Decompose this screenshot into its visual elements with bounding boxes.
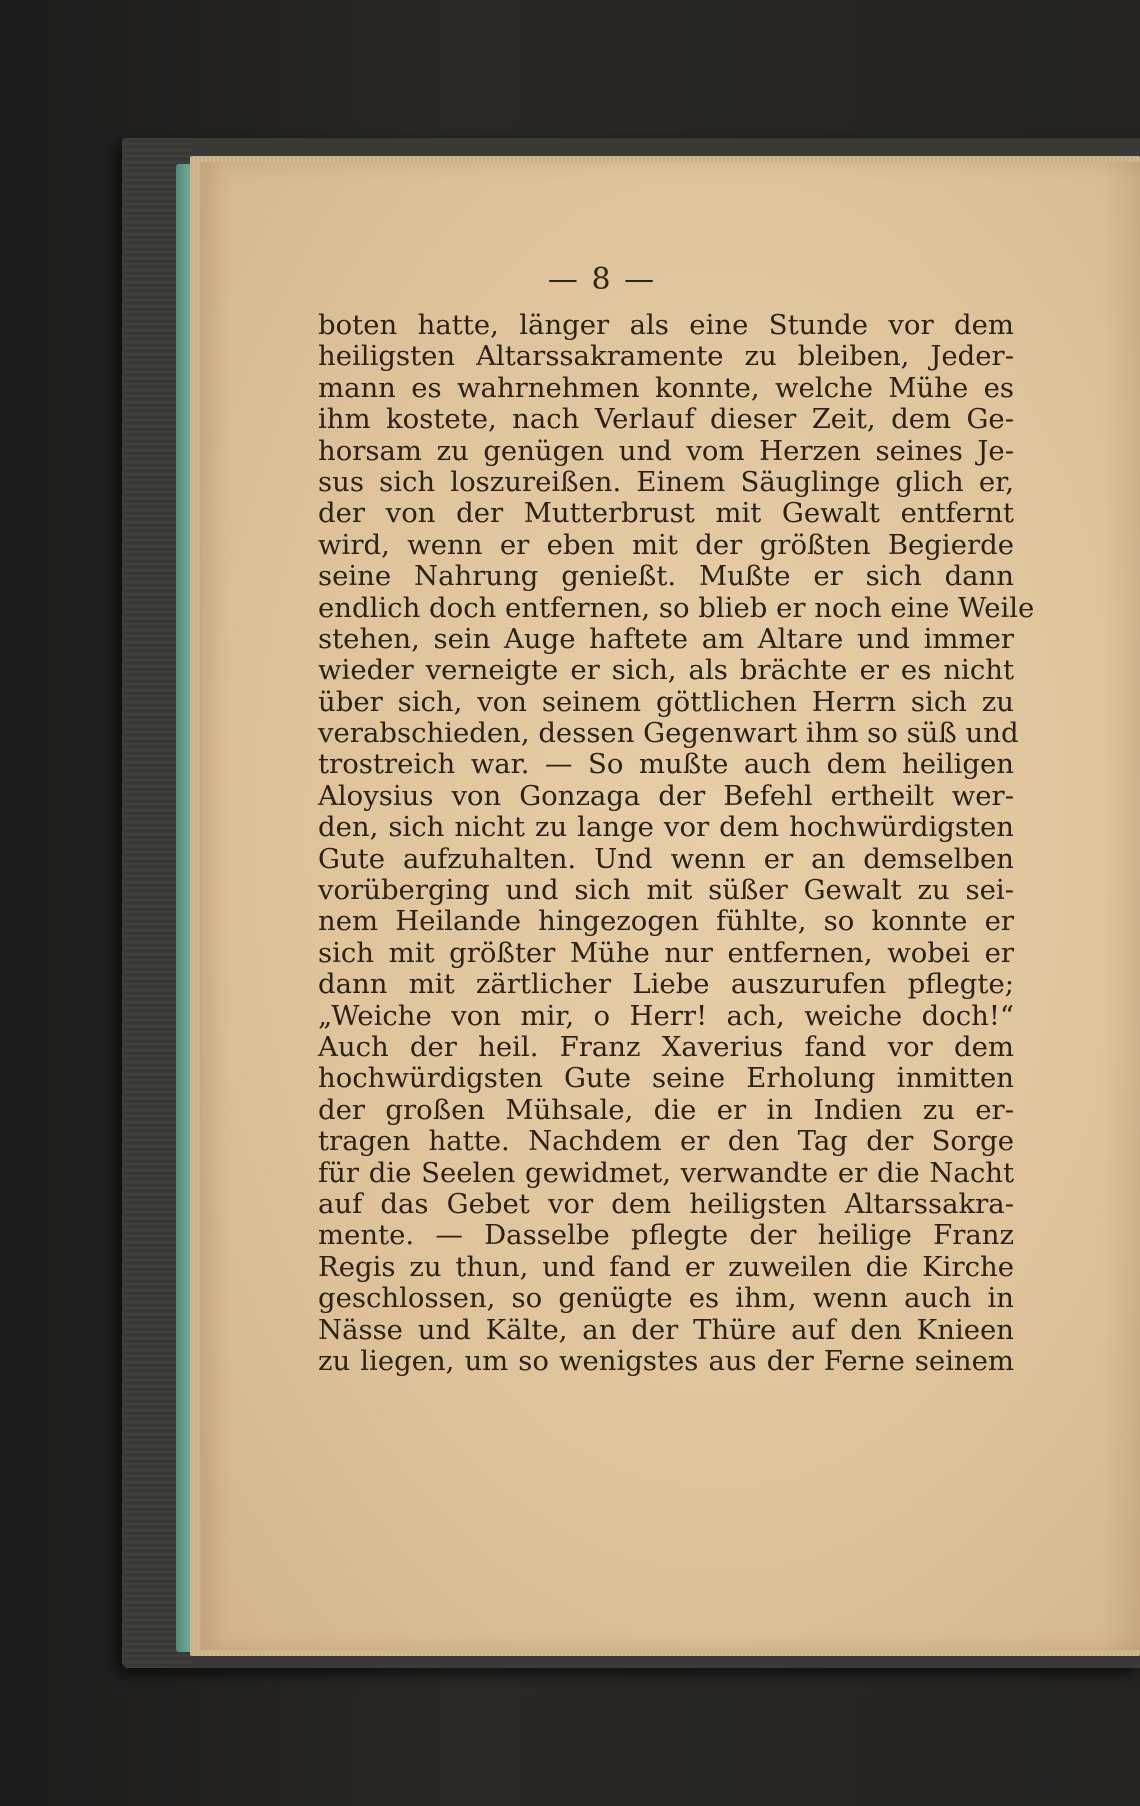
text-line: mente. — Dasselbe pflegte der heilige Franz — [318, 1219, 1014, 1252]
page-number-header: — 8 — — [547, 262, 657, 297]
text-line: Nässe und Kälte, an der Thüre auf den Knieen — [318, 1313, 1014, 1346]
text-line: den, sich nicht zu lange vor dem hochwürdigsten — [318, 811, 1014, 844]
text-line: trostreich war. — So mußte auch dem heiligen — [318, 748, 1014, 781]
text-line: Aloysius von Gonzaga der Befehl ertheilt wer- — [318, 779, 1014, 812]
text-line: sus sich loszureißen. Einem Säuglinge glich er, — [318, 465, 1014, 498]
text-line: stehen, sein Auge haftete am Altare und immer — [318, 622, 1014, 655]
text-line: über sich, von seinem göttlichen Herrn sich zu — [318, 685, 1014, 718]
book-page — [200, 162, 1140, 1650]
text-line: Auch der heil. Franz Xaverius fand vor dem — [318, 1030, 1014, 1063]
text-line: zu liegen, um so wenigstes aus der Ferne seinem — [318, 1344, 1014, 1377]
text-line: der von der Mutterbrust mit Gewalt entfernt — [318, 497, 1014, 530]
text-line: seine Nahrung genießt. Mußte er sich dann — [318, 560, 1014, 593]
text-line: endlich doch entfernen, so blieb er noch eine Weile — [318, 591, 1035, 624]
text-line: tragen hatte. Nachdem er den Tag der Sorge — [318, 1125, 1014, 1158]
text-line: dann mit zärtlicher Liebe auszurufen pflegte; — [318, 968, 1014, 1001]
text-line: Gute aufzuhalten. Und wenn er an demselben — [318, 842, 1014, 875]
text-line: geschlossen, so genügte es ihm, wenn auch in — [318, 1282, 1014, 1315]
text-line: wird, wenn er eben mit der größten Begierde — [318, 528, 1014, 561]
text-line: heiligsten Altarssakramente zu bleiben, Jeder- — [318, 340, 1014, 373]
text-line: „Weiche von mir, o Herr! ach, weiche doch!“ — [318, 999, 1014, 1032]
text-line: hochwürdigsten Gute seine Erholung inmitten — [318, 1062, 1014, 1095]
text-line: verabschieden, dessen Gegenwart ihm so süß und — [318, 717, 1019, 750]
text-line: boten hatte, länger als eine Stunde vor dem — [318, 309, 1014, 341]
body-text — [318, 309, 1035, 1377]
text-line: sich mit größter Mühe nur entfernen, wobei er — [318, 936, 1014, 969]
text-line: wieder verneigte er sich, als brächte er es nicht — [318, 654, 1014, 687]
text-line: vorüberging und sich mit süßer Gewalt zu sei- — [318, 874, 1014, 907]
text-line: auf das Gebet vor dem heiligsten Altarssakra- — [318, 1187, 1014, 1220]
text-line: horsam zu genügen und vom Herzen seines Je- — [318, 434, 1014, 467]
text-line: nem Heilande hingezogen fühlte, so konnte er — [318, 905, 1014, 938]
text-line: Regis zu thun, und fand er zuweilen die Kirche — [318, 1250, 1014, 1283]
text-line: der großen Mühsale, die er in Indien zu er- — [318, 1093, 1014, 1126]
page-gutter-shadow — [1102, 162, 1140, 1650]
text-line: mann es wahrnehmen konnte, welche Mühe es — [318, 371, 1014, 404]
text-line: ihm kostete, nach Verlauf dieser Zeit, dem Ge- — [318, 403, 1014, 436]
text-line: für die Seelen gewidmet, verwandte er die Nacht — [318, 1156, 1014, 1189]
